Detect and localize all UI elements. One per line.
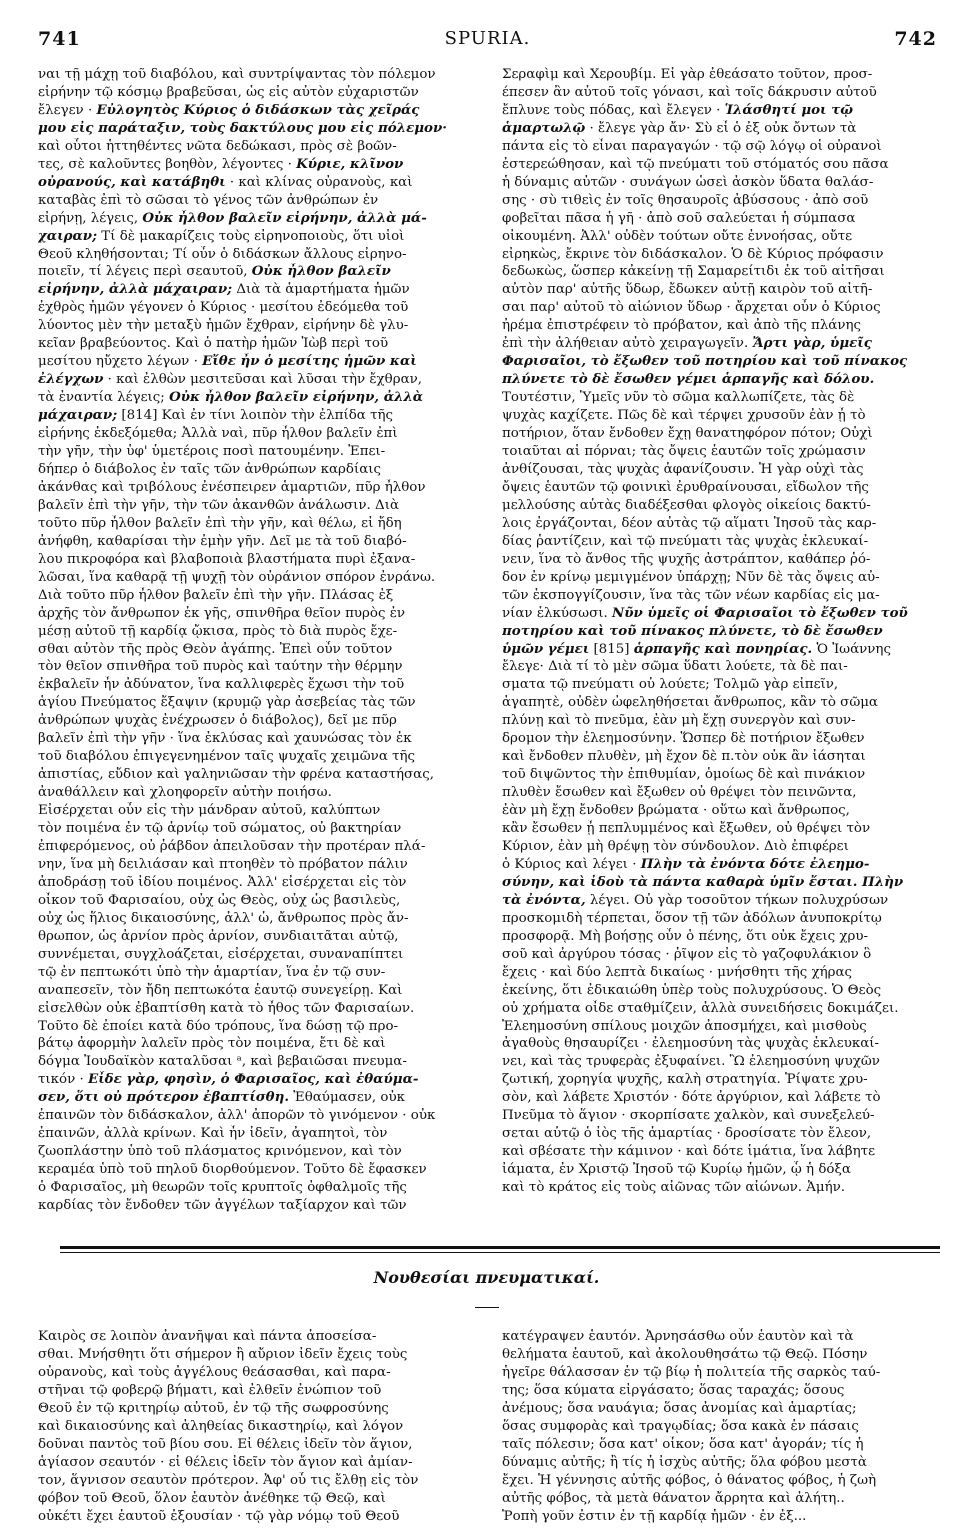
page-number-left: 741 xyxy=(38,28,81,50)
text-line: οὐρανοὺς, καὶ τοὺς ἀγγέλους θεάσασθαι, καὶ παρα- xyxy=(38,1364,391,1380)
page-header xyxy=(30,28,945,58)
text-line: τῶν ἐκσπογγίζουσιν, ἵνα τὰς τῶν νέων καρδίας εἰς μα- xyxy=(502,587,880,603)
text-line: οὐ χρήματα οἶδε σταθμίζειν, ἀλλὰ συνειδήσεις δοκιμάζει. xyxy=(502,1000,899,1016)
text-line: ἀνθίζουσαι, τὰς ψυχὰς ἀφανίζουσιν. Ἡ γὰρ οὐχὶ τὰς xyxy=(502,461,864,477)
text-line: ἁμαρτωλῷ · ἔλεγε γὰρ ἄν· Σὺ εἶ ὁ ἐξ οὐκ ὄντων τὰ xyxy=(502,119,857,136)
page-number-right: 742 xyxy=(894,28,937,50)
column-bottom-left xyxy=(38,1328,485,1525)
text-line: μου εἰς παράταξιν, τοὺς δακτύλους μου εἰς πόλεμον· xyxy=(38,119,447,136)
text-line: έπεσεν ἂν αὐτοῦ τοῖς γόνασι, καὶ τοῖς δάκρυσιν αὐτοῦ xyxy=(502,84,877,100)
text-line: καταβὰς ἐπὶ τὸ σῶσαι τὸ γένος τῶν ἀνθρώπων ἐν xyxy=(38,192,379,208)
text-line: τὰ ἐναντία λέγεις; Οὐκ ἦλθον βαλεῖν εἰρήνην, ἀλλὰ xyxy=(38,389,424,406)
text-line: ζωοπλάστην ὑπὸ τοῦ πλάσματος κρινόμενον, καὶ τὸν xyxy=(38,1144,402,1160)
section-divider-thin xyxy=(60,1252,940,1253)
text-line: ὅσας συμφορὰς καὶ τραγῳδίας; ὅσα κακὰ ἐν πάσαις xyxy=(502,1418,859,1434)
text-line: συννέμεται, συγχλοάζεται, εἰσέρχεται, συναναπίπτει xyxy=(38,946,404,962)
text-line: ὑμῶν γέμει [815] ἁρπαγῆς καὶ πονηρίας. Ὁ Ἰωάννης xyxy=(502,640,891,657)
text-line: ἀναθάλλειν καὶ χλοηφορεῖν αὐτὴν ποιήσω. xyxy=(38,785,332,801)
text-line: ἀνέμους; ὅσα ναυάγια; ὅσας ἀνομίας καὶ ἁμαρτίας; xyxy=(502,1400,857,1416)
text-line: τικόν · Εἶδε γὰρ, φησὶν, ὁ Φαρισαῖος, καὶ ἐθαύμα- xyxy=(38,1071,419,1088)
text-line: ὁ Φαρισαῖος, μὴ θεωρῶν τοῖς κρυπτοῖς ὀφθαλμοῖς τῆς xyxy=(38,1180,407,1196)
text-line: ἔχεις · καὶ δύο λεπτὰ δικαίως · μνήσθητι τῆς χήρας xyxy=(502,964,853,980)
text-line: τοῦ διαβόλου ἐπιγεγενημένον ταῖς ψυχαῖς χειμῶνα τῆς xyxy=(38,749,416,765)
text-line: δήπερ ὁ διάβολος ἐν ταῖς τῶν ἀνθρώπων καρδίαις xyxy=(38,461,382,477)
text-line: καρδίας τὸν ἔνδοθεν τῶν ἀγγέλων ταξίαρχον καὶ τῶν xyxy=(38,1198,407,1214)
text-line: αὐτῆς φόβος, τὰ μετὰ θάνατον ἄρρητα καὶ ἀλήτη.. xyxy=(502,1490,845,1506)
text-line: ὁ Κύριος καὶ λέγει · Πλὴν τὰ ἐνόντα δότε ἐλεημο- xyxy=(502,855,870,872)
text-line: εἰρήνην, ἀλλὰ μάχαιραν; Διὰ τὰ ἁμαρτήματα ἡμῶν xyxy=(38,281,410,298)
text-line: ποτήριον, ὅταν ἔνδοθεν ἔχῃ θανατηφόρον πότον; Οὐχὶ xyxy=(502,426,873,442)
text-line: σοῦ καὶ ἀργύρου τόσας · ῥῖψον εἰς τὸ γαζοφυλάκιον ὃ xyxy=(502,946,872,962)
text-line: ἀποδράσῃ τοῦ ἰδίου ποιμένος. Ἀλλ' εἰσέρχεται εἰς τὸν xyxy=(38,874,407,890)
section-divider-thick xyxy=(60,1246,940,1249)
text-line: σύνην, καὶ ἰδοὺ τὰ πάντα καθαρὰ ὑμῖν ἔσται. Πλὴν xyxy=(502,873,904,890)
text-line: προσκομιδὴ τέρπεται, ὅσον τῇ τῶν ἀδόλων ἀνυποκρίτῳ xyxy=(502,910,882,926)
text-line: δόγμα Ἰουδαϊκὸν καταλῦσαι ᵃ, καὶ βεβαιῶσαι πνευμα- xyxy=(38,1054,407,1070)
text-line: καὶ οὗτοι ἡττηθέντες νῶτα δεδώκασι, πρὸς σὲ βοῶν- xyxy=(38,138,397,154)
text-line: ἀρχῆς τὸν ἄνθρωπον ἐκ γῆς, σπινθῆρα θεῖον πυρὸς ἐν xyxy=(38,605,406,621)
text-line: δεδωκὼς, ὥσπερ κἀκείνῃ τῇ Σαμαρείτιδι ἐκ τοῦ αἰτῆσαι xyxy=(502,264,885,280)
text-line: κεραμέα ὑπὸ τοῦ πηλοῦ διορθούμενον. Τοῦτο δὲ ἔφασκεν xyxy=(38,1162,427,1178)
text-line: ἐπαινῶν τὸν διδάσκαλον, ἀλλ' ἀπορῶν τὸ γινόμενον · οὐκ xyxy=(38,1108,436,1124)
text-line: ἔχει. Ἡ γέννησις αὐτῆς φόβος, ὁ θάνατος φόβος, ἡ ζωὴ xyxy=(502,1472,877,1488)
text-line: τοῦ διψῶντος τὴν ἐπιθυμίαν, ὁμοίως δὲ καὶ πινάκιον xyxy=(502,767,866,783)
text-line: σης · σὺ τιθεὶς ἐν τοῖς θησαυροῖς ἀβύσσους · ἀπὸ σοῦ xyxy=(502,192,869,208)
text-line: σεν, ὅτι οὐ πρότερον ἐβαπτίσθη. Ἐθαύμασεν, οὐκ xyxy=(38,1089,405,1106)
text-line: ἀγαπητὲ, οὐδὲν ὠφεληθήσεται ἄνθρωπος, κἂν τὸ σῶμα xyxy=(502,695,878,711)
text-line: σθαι αὐτὸν τῆς πρὸς Θεὸν ἀγάπης. Ἐπεὶ οὖν τοῦτον xyxy=(38,641,393,657)
text-line: νην, ἵνα μὴ δειλιάσαν καὶ πτοηθὲν τὸ πρόβατον πάλιν xyxy=(38,856,408,872)
text-line: ποτηρίου καὶ τοῦ πίνακος πλύνετε, τὸ δὲ ἔσωθεν xyxy=(502,622,883,639)
text-line: Ῥοπὴ γοῦν ἐστιν ἐν τῇ καρδίᾳ ἡμῶν · ἐν ἐξ... xyxy=(502,1508,807,1524)
text-line: ψυχὰς καχίζετε. Πῶς δὲ καὶ τέρψει χρυσοῦν ἐὰν ᾖ τὸ xyxy=(502,408,866,424)
column-top-left xyxy=(38,66,485,1215)
text-line: κεῖαν βραβεύοντος. Καὶ ὁ πατὴρ ἡμῶν Ἰὼβ περὶ τοῦ xyxy=(38,336,389,352)
text-line: τες, σὲ καλοῦντες βοηθὸν, λέγοντες · Κύριε, κλῖνον xyxy=(38,155,404,172)
text-line: δον ἐν κρίνῳ μεμιγμένον ὑπάρχῃ; Νῦν δὲ τὰς ὄψεις αὐ- xyxy=(502,569,880,585)
text-line: βάτῳ ἀφορμὴν λαλεῖν πρὸς τὸν ποιμένα, ἔτι δὲ καὶ xyxy=(38,1036,386,1052)
text-line: λοις ἐργάζονται, δέον αὐτὰς τῷ αἵματι Ἰησοῦ τὰς καρ- xyxy=(502,515,877,531)
text-line: πλυθὲν ἔσωθεν καὶ ἔξωθεν οὐ θρέψει τὸν πεινῶντα, xyxy=(502,785,857,801)
text-line: ἐπὶ τὴν ἀλήθειαν αὐτὸ χειραγωγεῖν. Ἄρτι γὰρ, ὑμεῖς xyxy=(502,335,872,352)
text-line: μεσίτου ηὔχετο λέγων · Εἴθε ἦν ὁ μεσίτης ἡμῶν καὶ xyxy=(38,353,417,370)
text-line: φοβεῖται πᾶσα ἡ γῆ · ἀπὸ σοῦ σαλεύεται ἡ σύμπασα xyxy=(502,210,856,226)
text-line: οἰκουμένη. Ἀλλ' οὐδὲν τούτων οὔτε ἐννοήσας, οὔτε xyxy=(502,228,853,244)
text-line: ἐπιφερόμενος, οὐ ῥάβδον ἀπειλοῦσαν τὴν προτέραν πλά- xyxy=(38,838,426,854)
text-line: δίας ῥαντίζειν, καὶ τῷ πνεύματι τὰς ψυχὰς ἐκλευκαί- xyxy=(502,533,869,549)
text-line: καὶ σβέσατε τὴν κάμινον · καὶ δότε ἱμάτια, ἵνα λάβητε xyxy=(502,1144,876,1160)
text-line: ἀκάνθας καὶ τριβόλους ἐνέσπειρεν ἁμαρτιῶν, πῦρ ἦλθον xyxy=(38,479,426,495)
text-line: τὴν γῆν, τὴν ὑφ' ὑμετέροις ποσὶ πατουμένην. Ἐπει- xyxy=(38,444,386,460)
text-line: Φαρισαῖοι, τὸ ἔξωθεν τοῦ ποτηρίου καὶ τοῦ πίνακος xyxy=(502,353,908,370)
text-line: σαι παρ' αὐτοῦ τὸ αἰώνιον ὕδωρ · ἄρχεται οὖν ὁ Κύριος xyxy=(502,300,881,316)
text-line: ἐκβαλεῖν ἦν ἀδύνατον, ἵνα καλλιφερὲς ἔχωσι τὴν τοῦ xyxy=(38,677,405,693)
text-line: ἁγίασον σεαυτόν · εἰ θέλεις ἰδεῖν τὸν ἄγιον καὶ ἀμίαν- xyxy=(38,1454,413,1470)
text-line: οὐκέτι ἔχει ἑαυτοῦ ἐξουσίαν · τῷ γὰρ νόμῳ τοῦ Θεοῦ xyxy=(38,1508,400,1524)
text-line: Θεοῦ ἐν τῷ κριτηρίῳ αὐτοῦ, ἐν τῷ τῆς σωφροσύνης xyxy=(38,1400,389,1416)
text-line: βαλεῖν ἐπὶ τὴν γῆν, τὴν τῶν ἀκανθῶν ἀνάλωσιν. Διὰ xyxy=(38,497,400,513)
text-line: καὶ δικαιοσύνης καὶ ἀληθείας δικαστηρίῳ, καὶ λόγον xyxy=(38,1418,404,1434)
text-line: ἔλεγε· Διὰ τί τὸ μὲν σῶμα ὕδατι λούετε, τὰ δὲ παι- xyxy=(502,659,848,675)
text-line: βαλεῖν ἐπὶ τὴν γῆν · ἵνα ἐκλύσας καὶ χαυνώσας τὸν ἐκ xyxy=(38,731,412,747)
running-head: SPURIA. xyxy=(444,28,531,49)
text-line: ἀνθρώπων ψυχὰς ἐνέχρωσεν ὁ διάβολος), δεῖ με πῦρ xyxy=(38,713,397,729)
text-line: καὶ τὸ κράτος εἰς τοὺς αἰῶνας τῶν αἰώνων. Ἀμήν. xyxy=(502,1180,846,1196)
text-line: ταῖς πόλεσιν; ὅσα κατ' οἶκον; ὅσα κατ' ἀγοράν; τίς ἡ xyxy=(502,1436,864,1452)
text-line: καὶ ἔνδοθεν πλυθὲν, μὴ ἔχον δὲ π.τὸν οὐκ ἂν ἰάσηται xyxy=(502,749,866,765)
text-line: ἐλέγχων · καὶ ἐλθὼν μεσιτεῦσαι καὶ λῦσαι τὴν ἔχθραν, xyxy=(38,371,423,388)
text-line: πάντα εἰς τὸ εἶναι παραγαγών · τῷ σῷ λόγῳ οἱ οὐρανοὶ xyxy=(502,138,882,154)
text-line: Τουτέστιν, Ὑμεῖς νῦν τὸ σῶμα καλλωπίζετε, τὰς δὲ xyxy=(502,390,855,406)
text-line: χαιραν; Τί δὲ μακαρίζεις τοὺς εἰρηνοποιοὺς, ὅτι υἱοὶ xyxy=(38,227,405,244)
text-line: μέσῃ αὐτοῦ τῇ καρδίᾳ ᾤκισα, πρὸς τὸ διὰ πυρὸς ἔχε- xyxy=(38,623,398,639)
text-line: Ἐλεημοσύνη σπίλους μοιχῶν ἀποσμήχει, καὶ μισθοὺς xyxy=(502,1018,867,1034)
text-line: της; ὅσα κύματα εἰργάσατο; ὅσας ταραχάς; ὅσους xyxy=(502,1382,845,1398)
section-title: Νουθεσίαι πνευματικαί. xyxy=(373,1268,600,1287)
text-line: δύναμις αὐτῆς; ἢ τίς ἡ ἰσχὺς αὐτῆς; ὅλα φόβου μεστὰ xyxy=(502,1454,867,1470)
text-line: τὰ ἐνόντα, λέγει. Οὐ γὰρ τοσοῦτον τήκων πολυχρύσων xyxy=(502,891,889,908)
text-line: Εἰσέρχεται οὖν εἰς τὴν μάνδραν αὐτοῦ, καλύπτων xyxy=(38,803,381,819)
text-line: εἰρήνην τῷ κόσμῳ βραβεῦσαι, ὡς εἰς αὐτὸν εὐχαριστῶν xyxy=(38,84,419,100)
text-line: ἁγίου Πνεύματος ἔξαψιν (κρυμῷ γὰρ ἀσεβείας τὰς τῶν xyxy=(38,695,416,711)
text-line: φόβον τοῦ Θεοῦ, ὅλον ἑαυτὸν ἀνέθηκε τῷ Θεῷ, καὶ xyxy=(38,1490,386,1506)
text-line: κἂν ἔσωθεν ᾖ πεπλυμμένος καὶ ἔξωθεν, οὐ θρέψει τὸν xyxy=(502,821,871,837)
text-line: σματα τῷ πνεύματι οὐ λούετε; Τολμῶ γὰρ εἰπεῖν, xyxy=(502,677,839,693)
text-line: ἐχθρὸς ἡμῶν γέγονεν ὁ Κύριος · μεσίτου ἐδεόμεθα τοῦ xyxy=(38,300,409,316)
text-line: ἐστερεώθησαν, καὶ τῷ πνεύματι τοῦ στόματός σου πᾶσα xyxy=(502,156,889,172)
text-line: λύοντος μὲν τὴν μεταξὺ ἡμῶν ἔχθραν, εἰρήνην δὲ γλυ- xyxy=(38,318,409,334)
text-line: ἡ δύναμις αὐτῶν · συνάγων ὡσεὶ ἀσκὸν ὕδατα θαλάσ- xyxy=(502,174,874,190)
text-line: αὐτὸν παρ' αὐτῆς ὕδωρ, ἔδωκεν αὐτῇ καιρὸν τοῦ αἰτῆ- xyxy=(502,282,873,298)
text-line: μελλούσης αὐτὰς διαδέξεσθαι φλογὸς οἰκείοις δακτύ- xyxy=(502,497,871,513)
text-line: τοῦτο πῦρ ἦλθον βαλεῖν ἐπὶ τὴν γῆν, καὶ θέλω, εἰ ἤδη xyxy=(38,515,402,531)
text-line: σὸν, καὶ λάβετε Χριστόν · δότε ἀργύριον, καὶ λάβετε τὸ xyxy=(502,1090,881,1106)
text-line: Τοῦτο δὲ ἐποίει κατὰ δύο τρόπους, ἵνα δώσῃ τῷ προ- xyxy=(38,1018,399,1034)
text-line: πλύνῃ καὶ τὸ πνεῦμα, ἐὰν μὴ ἔχῃ συνεργὸν καὶ συν- xyxy=(502,713,856,729)
text-line: τὸν θεῖον σπινθῆρα τοῦ πυρὸς καὶ ταύτην τὴν θέρμην xyxy=(38,659,403,675)
text-line: μάχαιραν; [814] Καὶ ἐν τίνι λοιπὸν τὴν ἐλπίδα τῆς xyxy=(38,407,394,424)
text-line: λῶσαι, ἵνα καθαρᾷ τῇ ψυχῇ τὸν οὐράνιον σπόρον ἐνράνω. xyxy=(38,569,436,585)
text-line: εἰρηκὼς, ἔκρινε τὸν διδάσκαλον. Ὁ δὲ Κύριος πρόφασιν xyxy=(502,246,884,262)
text-line: ἠρέμα ἐπιστρέφειν τὸ πρόβατον, καὶ ἀπὸ τῆς πλάνης xyxy=(502,318,862,334)
text-line: ἐκείνης, ὅτι ἐδικαιώθη ὑπὲρ τοὺς πολυχρύσους. Ὁ Θεὸς xyxy=(502,982,882,998)
text-line: ἀγαθοὺς θησαυρίζει · ἐλεημοσύνη τὰς ψυχὰς ἐκλευκαί- xyxy=(502,1036,880,1052)
text-line: τὸν ποιμένα ἐν τῷ ἀρνίῳ τοῦ σώματος, οὐ βακτηρίαν xyxy=(38,821,402,837)
text-line: τοιαῦται αἱ πόρναι; τὰς ὄψεις ἑαυτῶν τοῖς χρώμασιν xyxy=(502,444,866,460)
title-underline xyxy=(475,1307,499,1308)
text-line: ἀπιστίας, εὔδιον καὶ γαληνιῶσαν τὴν φρένα καταστήσας, xyxy=(38,767,434,783)
text-line: Σεραφὶμ καὶ Χερουβίμ. Εἰ γὰρ ἐθεάσατο τοῦτον, προσ- xyxy=(502,67,873,82)
text-line: κατέγραψεν ἑαυτόν. Ἀρνησάσθω οὖν ἑαυτὸν καὶ τὰ xyxy=(502,1329,854,1344)
text-line: ἡγεῖρε θάλασσαν ἐν τῷ βίῳ ἡ πολιτεία τῆς σαρκὸς ταύ- xyxy=(502,1364,881,1380)
text-line: νειν, ἵνα τὸ ἄνθος τῆς ψυχῆς ἀστράπτον, καθάπερ ῥό- xyxy=(502,551,871,567)
text-line: προσφορᾷ. Μὴ βοήσῃς οὖν ὁ πένης, ὅτι οὐκ ἔχεις χρυ- xyxy=(502,928,869,944)
text-line: Πνεῦμα τὸ ἅγιον · σκορπίσατε χαλκὸν, καὶ συνεξελεύ- xyxy=(502,1108,875,1124)
column-bottom-right xyxy=(502,1328,943,1525)
text-line: δρομον τὴν ἐλεημοσύνην. Ὥσπερ δὲ ποτήριον ἔξωθεν xyxy=(502,731,865,747)
text-line: τον, ἅγνισον σεαυτὸν πρότερον. Ἀφ' οὗ τις ἔλθῃ εἰς τὸν xyxy=(38,1472,419,1488)
text-line: νίαν ἑλκύσωσι. Νῦν ὑμεῖς οἱ Φαρισαῖοι τὸ ἔξωθεν τοῦ xyxy=(502,604,908,621)
text-line: εἰρήνῃ, λέγεις, Οὐκ ἦλθον βαλεῖν εἰρήνην, ἀλλὰ μά- xyxy=(38,209,427,226)
text-line: Καιρὸς σε λοιπὸν ἀνανῆψαι καὶ πάντα ἀποσείσα- xyxy=(38,1329,377,1344)
text-line: θρωπον, ὡς ἀρνίον πρὸς ἀρνίον, συνδιαιτᾶται αὐτῷ, xyxy=(38,928,399,944)
text-line: ἔλεγεν · Εὐλογητὸς Κύριος ὁ διδάσκων τὰς χεῖράς xyxy=(38,101,420,118)
text-line: εἰρήνης ἐκδεξόμεθα; Ἀλλὰ ναὶ, πῦρ ἦλθον βαλεῖν ἐπὶ xyxy=(38,426,398,442)
text-line: ποιεῖν, τί λέγεις περὶ σεαυτοῦ, Οὐκ ἦλθον βαλεῖν xyxy=(38,263,391,280)
text-line: Θεοῦ κληθήσονται; Τί οὖν ὁ διδάσκων ἄλλους εἰρηνο- xyxy=(38,246,407,262)
text-line: θελήματα ἑαυτοῦ, καὶ ἀκολουθησάτω τῷ Θεῷ. Πόσην xyxy=(502,1346,868,1362)
text-line: ἐπαινῶν, ἀλλὰ κρίνων. Καὶ ἦν ἰδεῖν, ἀγαπητοὶ, τὸν xyxy=(38,1126,388,1142)
text-line: αναπεσεῖν, τὸν ἤδη πεπτωκότα ἑαυτῷ συνεγείρῃ. Καὶ xyxy=(38,982,403,998)
text-line: ἰάματα, ἐν Χριστῷ Ἰησοῦ τῷ Κυρίῳ ἡμῶν, ᾧ ἡ δόξα xyxy=(502,1162,851,1178)
text-line: ἔπλυνε τοὺς πόδας, καὶ ἔλεγεν · Ἱλάσθητί μοι τῷ xyxy=(502,101,853,118)
text-line: ναι τῇ μάχῃ τοῦ διαβόλου, καὶ συντρίψαντας τὸν πόλεμον xyxy=(38,67,436,82)
text-line: ὄψεις ἑαυτῶν τῷ φοινικὶ ἐρυθραίνουσαι, εἴδωλον τῆς xyxy=(502,479,869,495)
text-line: ἐὰν μὴ ἔχῃ ἔνδοθεν βρώματα · οὕτω καὶ ἄνθρωπος, xyxy=(502,803,850,819)
text-line: οὐχ ὡς ἥλιος δικαιοσύνης, ἀλλ' ὡ, ἄνθρωπος πρὸς ἄν- xyxy=(38,910,409,926)
text-line: οὐρανούς, καὶ κατάβηθι · καὶ κλίνας οὐρανοὺς, καὶ xyxy=(38,173,413,190)
text-line: δοῦναι παντὸς τοῦ βίου σου. Εἰ θέλεις ἰδεῖν τὸν ἅγιον, xyxy=(38,1436,413,1452)
text-line: σεται αὐτῷ ὁ ἰὸς τῆς ἁμαρτίας · δροσίσατε τὸν ἔλεον, xyxy=(502,1126,872,1142)
text-line: στῆναι τῷ φοβερῷ βήματι, καὶ ἐλθεῖν ἐνώπιον τοῦ xyxy=(38,1382,382,1398)
text-line: Διὰ τοῦτο πῦρ ἦλθον βαλεῖν ἐπὶ τὴν γῆν. Πλάσας ἐξ xyxy=(38,587,394,603)
text-line: σθαι. Μνήσθητι ὅτι σήμερον ἢ αὔριον ἰδεῖν ἔχεις τοὺς xyxy=(38,1346,408,1362)
text-line: νει, καὶ τὰς τρυφερὰς ἐξυφαίνει. Ὢ ἐλεημοσύνη ψυχῶν xyxy=(502,1054,880,1070)
text-line: οἶκον τοῦ Φαρισαίου, οὐχ ὡς Θεὸς, οὐχ ὡς βασιλεὺς, xyxy=(38,892,401,908)
text-line: εἰσελθὼν οὐκ ἐβαπτίσθη κατὰ τὸ ἦθος τῶν Φαρισαίων. xyxy=(38,1000,415,1016)
text-line: πλύνετε τὸ δὲ ἔσωθεν γέμει ἁρπαγῆς καὶ δόλου. xyxy=(502,371,875,388)
column-top-right xyxy=(502,66,943,1197)
text-line: τῷ ἐν πεπτωκότι ὑπὸ τὴν ἁμαρτίαν, ἵνα ἐν τῷ συν- xyxy=(38,964,386,980)
text-line: ζωτική, χορηγία ψυχῆς, καλὴ στρατηγία. Ῥίψατε χρυ- xyxy=(502,1072,868,1088)
text-line: λου πικροφόρα καὶ βλαβοποιὰ βλαστήματα πυρὶ ἐξανα- xyxy=(38,551,416,567)
text-line: Κύριον, ἐὰν μὴ θρέψῃ τὸν σύνδουλον. Διὸ ἐπιφέρει xyxy=(502,838,849,854)
text-line: ἀνήφθη, καθαρίσαι τὴν ἐμὴν γῆν. Δεῖ με τὰ τοῦ διαβό- xyxy=(38,533,407,549)
